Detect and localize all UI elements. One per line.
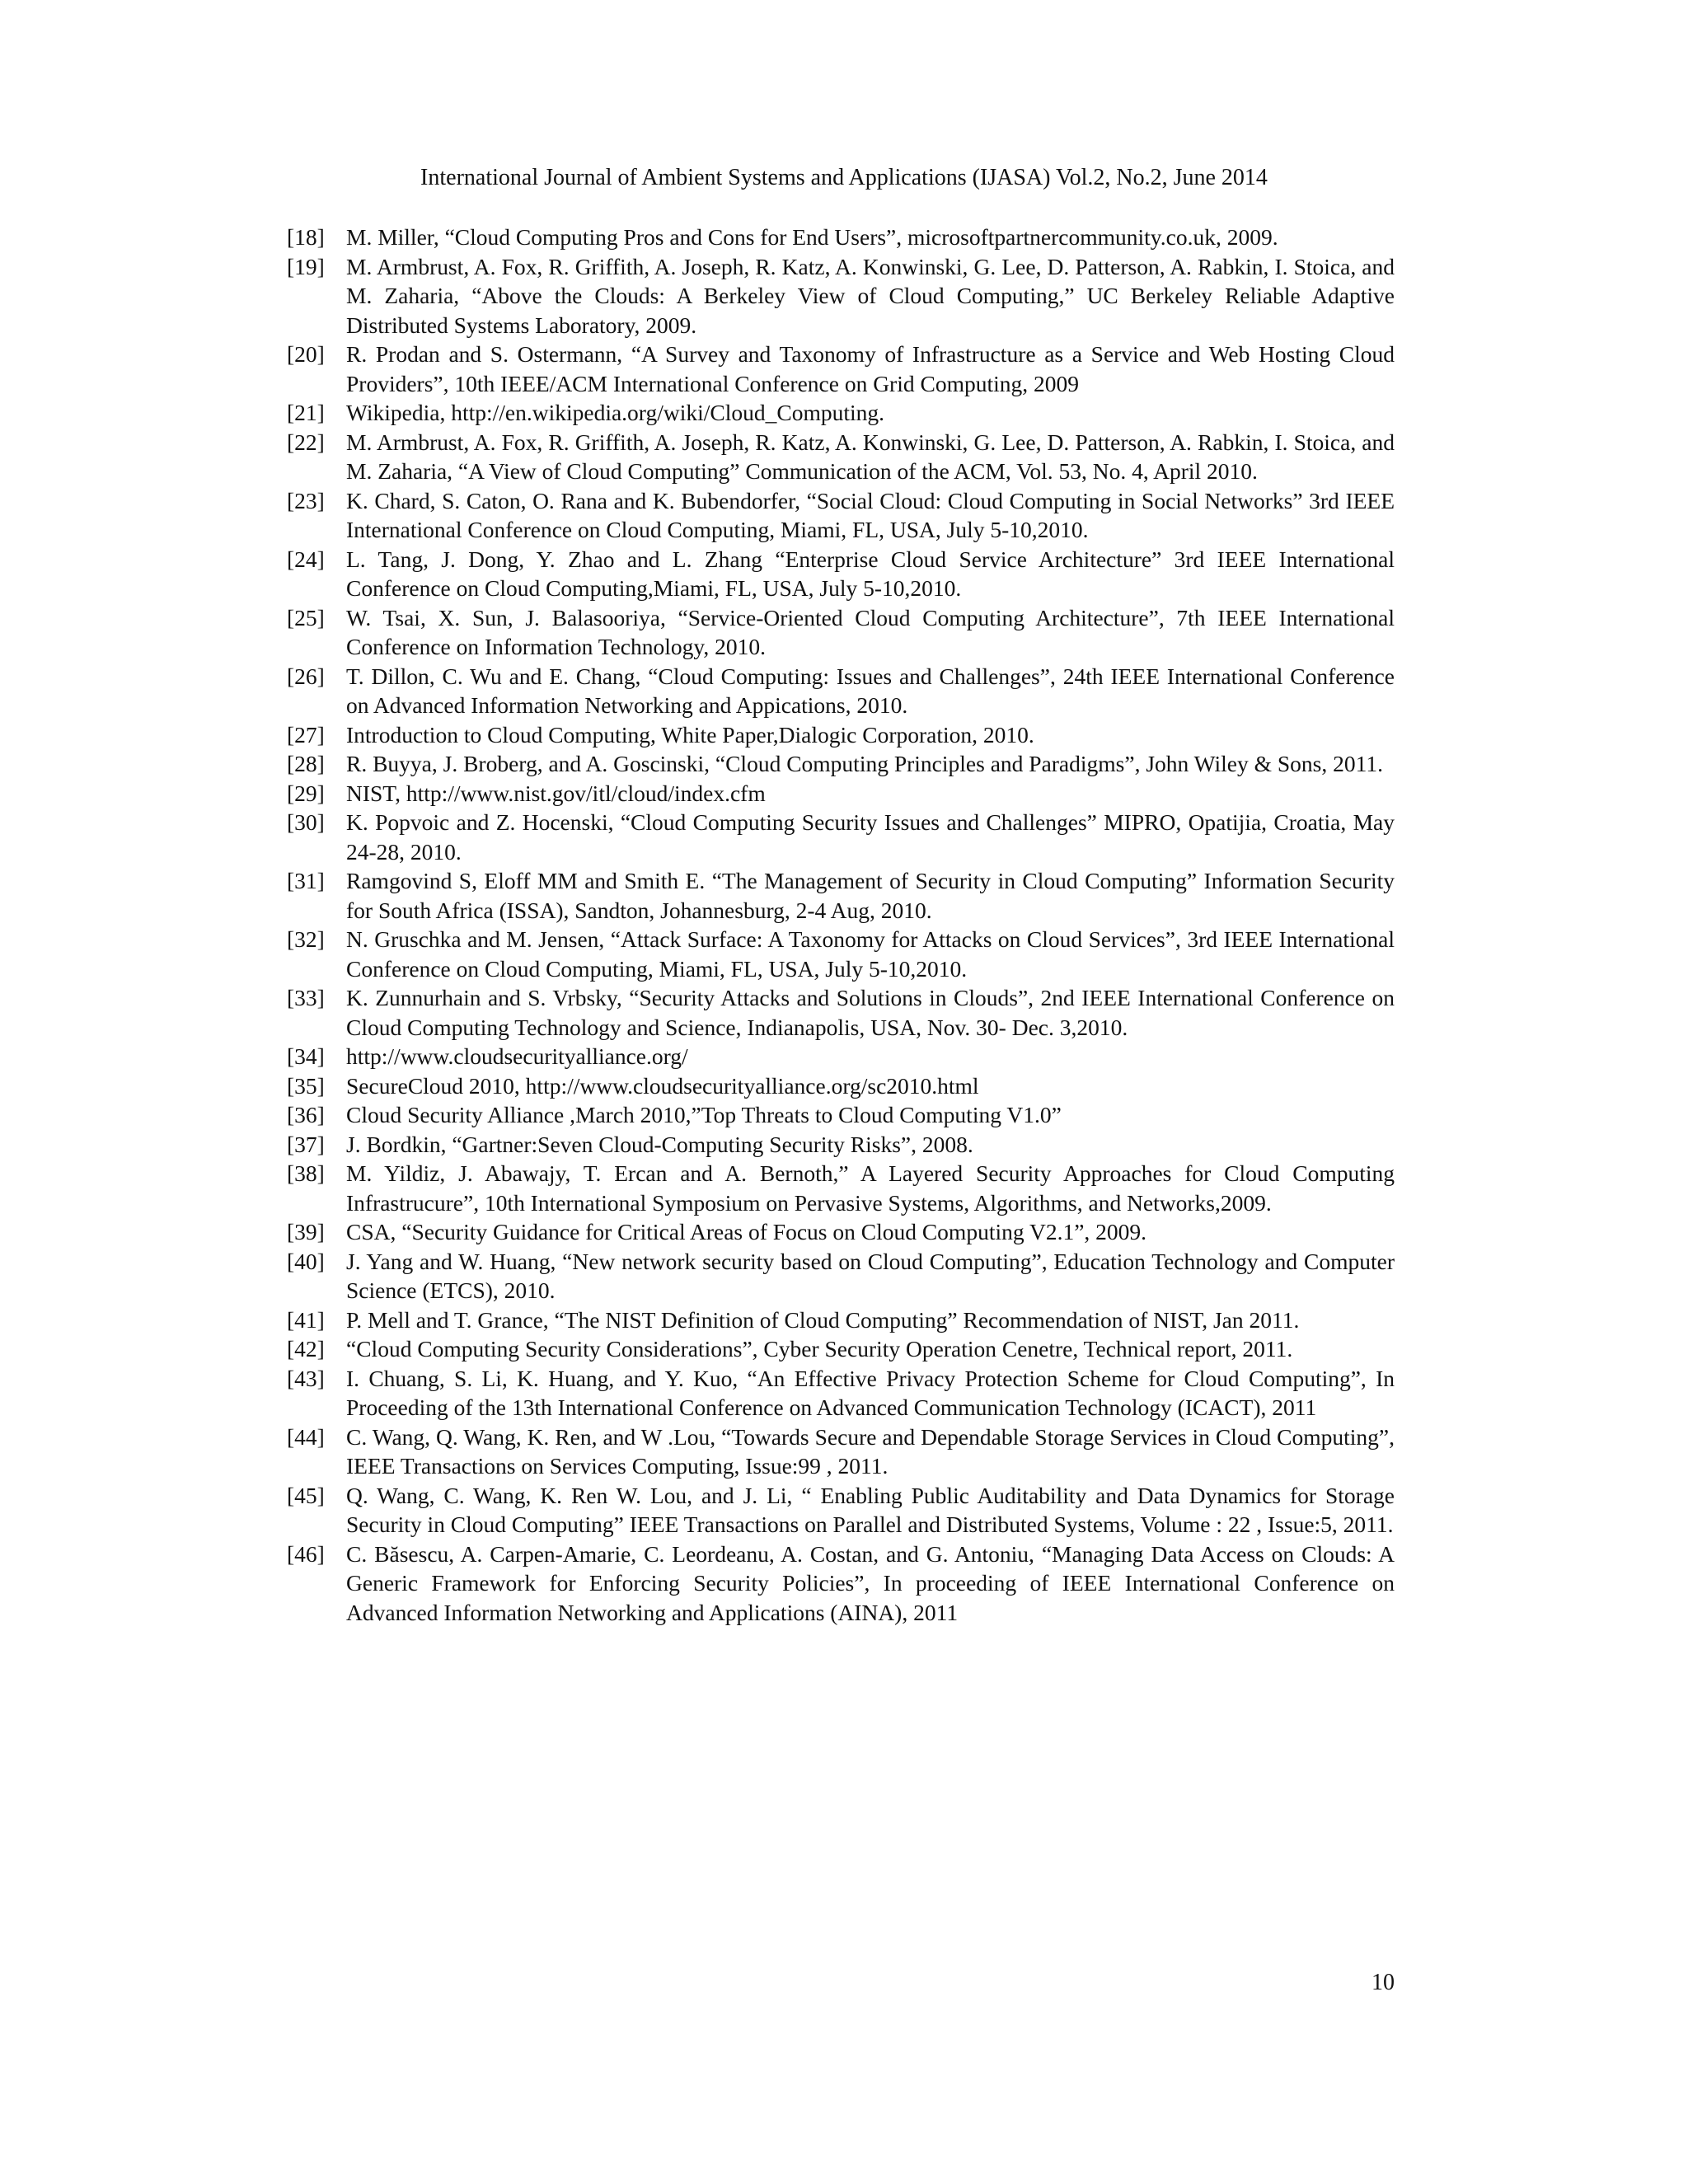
reference-number: [46] (287, 1540, 325, 1567)
reference-text: Ramgovind S, Eloff MM and Smith E. “The Management of Security in Cloud Computing” Information Security for South Africa (ISSA), Sandton, Johannesburg, 2-4 Aug, 2010. (346, 868, 1395, 923)
reference-number: [20] (287, 341, 325, 367)
reference-number: [31] (287, 868, 325, 893)
reference-item (287, 1247, 1395, 1305)
reference-number: [37] (287, 1131, 325, 1157)
reference-number: [23] (287, 487, 325, 513)
reference-text: P. Mell and T. Grance, “The NIST Definition of Cloud Computing” Recommendation of NIST, Jan 2011. (346, 1306, 1300, 1333)
reference-number: [18] (287, 224, 325, 250)
reference-text: NIST, http://www.nist.gov/itl/cloud/index.cfm (346, 780, 766, 806)
reference-text: R. Buyya, J. Broberg, and A. Goscinski, “Cloud Computing Principles and Paradigms”, John Wiley & Sons, 2011. (346, 751, 1383, 776)
reference-item (287, 779, 1395, 808)
reference-item (287, 1305, 1395, 1335)
reference-text: M. Yildiz, J. Abawajy, T. Ercan and A. Bernoth,” A Layered Security Approaches for Cloud Computing Infrastrucure”, 10th International Symposium on Pervasive Systems, Algorithms, and Networks,2009. (346, 1160, 1395, 1216)
reference-number: [25] (287, 604, 325, 630)
reference-text: Q. Wang, C. Wang, K. Ren W. Lou, and J. Li, “ Enabling Public Auditability and Data Dynamics for Storage Security in Cloud Computing” IEEE Transactions on Parallel and Distributed Systems, Volume : 22 , Issue:5, 2011. (346, 1482, 1395, 1537)
reference-number: [28] (287, 751, 325, 776)
reference-number: [40] (287, 1248, 325, 1274)
running-header: International Journal of Ambient Systems and Applications (IJASA) Vol.2, No.2, June 2014 (420, 165, 1268, 190)
page-number: 10 (1372, 1970, 1395, 1995)
reference-text: J. Yang and W. Huang, “New network security based on Cloud Computing”, Education Technology and Computer Science (ETCS), 2010. (346, 1248, 1395, 1303)
reference-number: [32] (287, 926, 325, 952)
reference-item (287, 1422, 1395, 1481)
reference-item (287, 428, 1395, 486)
reference-number: [19] (287, 253, 325, 279)
reference-number: [26] (287, 663, 325, 689)
reference-item (287, 1334, 1395, 1364)
reference-item (287, 486, 1395, 545)
reference-item (287, 1042, 1395, 1071)
reference-text: http://www.cloudsecurityalliance.org/ (346, 1043, 688, 1069)
reference-number: [41] (287, 1306, 325, 1333)
reference-text: C. Wang, Q. Wang, K. Ren, and W .Lou, “Towards Secure and Dependable Storage Services in Cloud Computing”, IEEE Transactions on Services Computing, Issue:99 , 2011. (346, 1423, 1395, 1479)
reference-number: [36] (287, 1102, 325, 1127)
reference-text: I. Chuang, S. Li, K. Huang, and Y. Kuo, “An Effective Privacy Protection Scheme for Cloud Computing”, In Proceeding of the 13th International Conference on Advanced Communication Technology (ICACT), 2011 (346, 1365, 1395, 1420)
reference-number: [21] (287, 400, 325, 425)
reference-text: K. Chard, S. Caton, O. Rana and K. Bubendorfer, “Social Cloud: Cloud Computing in Social Networks” 3rd IEEE International Conference on Cloud Computing, Miami, FL, USA, July 5-10,2010. (346, 487, 1395, 542)
reference-number: [42] (287, 1336, 325, 1361)
reference-number: [35] (287, 1072, 325, 1099)
reference-text: M. Armbrust, A. Fox, R. Griffith, A. Joseph, R. Katz, A. Konwinski, G. Lee, D. Patterson, A. Rabkin, I. Stoica, and M. Zaharia, “A View of Cloud Computing” Communication of the ACM, Vol. 53, No. 4, April 2010. (346, 429, 1395, 484)
reference-text: K. Zunnurhain and S. Vrbsky, “Security Attacks and Solutions in Clouds”, 2nd IEEE International Conference on Cloud Computing Technology and Science, Indianapolis, USA, Nov. 30- Dec. 3,2010. (346, 985, 1395, 1040)
reference-item (287, 749, 1395, 779)
reference-text: J. Bordkin, “Gartner:Seven Cloud-Computing Security Risks”, 2008. (346, 1131, 973, 1157)
reference-number: [38] (287, 1160, 325, 1186)
reference-text: L. Tang, J. Dong, Y. Zhao and L. Zhang “Enterprise Cloud Service Architecture” 3rd IEEE International Conference on Cloud Computing,Miami, FL, USA, July 5-10,2010. (346, 546, 1395, 601)
reference-text: Cloud Security Alliance ,March 2010,”Top Threats to Cloud Computing V1.0” (346, 1102, 1062, 1127)
reference-item (287, 252, 1395, 340)
reference-number: [22] (287, 429, 325, 455)
reference-item (287, 223, 1395, 252)
reference-item (287, 808, 1395, 866)
reference-number: [29] (287, 780, 325, 806)
reference-text: C. Băsescu, A. Carpen-Amarie, C. Leordeanu, A. Costan, and G. Antoniu, “Managing Data Access on Clouds: A Generic Framework for Enforcing Security Policies”, In proceeding of IEEE International Conference on Advanced Information Networking and Applications (AINA), 2011 (346, 1540, 1395, 1625)
reference-list (287, 223, 1395, 1627)
reference-number: [44] (287, 1423, 325, 1450)
reference-text: “Cloud Computing Security Considerations”, Cyber Security Operation Cenetre, Technical report, 2011. (346, 1336, 1293, 1361)
reference-item (287, 340, 1395, 398)
reference-item (287, 1217, 1395, 1247)
reference-text: SecureCloud 2010, http://www.cloudsecurityalliance.org/sc2010.html (346, 1072, 979, 1099)
reference-number: [45] (287, 1482, 325, 1508)
reference-item (287, 1071, 1395, 1101)
reference-text: T. Dillon, C. Wu and E. Chang, “Cloud Computing: Issues and Challenges”, 24th IEEE International Conference on Advanced Information Networking and Appications, 2010. (346, 663, 1395, 718)
reference-item (287, 603, 1395, 662)
reference-text: CSA, “Security Guidance for Critical Areas of Focus on Cloud Computing V2.1”, 2009. (346, 1219, 1147, 1244)
reference-item (287, 983, 1395, 1042)
reference-item (287, 1540, 1395, 1628)
reference-number: [24] (287, 546, 325, 572)
reference-item (287, 545, 1395, 603)
reference-item (287, 866, 1395, 925)
reference-item (287, 1100, 1395, 1130)
reference-number: [43] (287, 1365, 325, 1391)
reference-item (287, 1130, 1395, 1160)
reference-text: Wikipedia, http://en.wikipedia.org/wiki/Cloud_Computing. (346, 400, 884, 425)
reference-item (287, 925, 1395, 983)
reference-item (287, 398, 1395, 428)
reference-item (287, 1364, 1395, 1422)
reference-item (287, 1159, 1395, 1217)
reference-text: W. Tsai, X. Sun, J. Balasooriya, “Service-Oriented Cloud Computing Architecture”, 7th IEEE International Conference on Information Technology, 2010. (346, 604, 1395, 659)
reference-number: [27] (287, 721, 325, 748)
reference-item (287, 1481, 1395, 1540)
reference-text: Introduction to Cloud Computing, White Paper,Dialogic Corporation, 2010. (346, 721, 1034, 748)
reference-text: N. Gruschka and M. Jensen, “Attack Surface: A Taxonomy for Attacks on Cloud Services”, 3rd IEEE International Conference on Cloud Computing, Miami, FL, USA, July 5-10,2010. (346, 926, 1395, 982)
reference-item (287, 720, 1395, 750)
reference-item (287, 662, 1395, 720)
reference-text: M. Armbrust, A. Fox, R. Griffith, A. Joseph, R. Katz, A. Konwinski, G. Lee, D. Patterson, A. Rabkin, I. Stoica, and M. Zaharia, “Above the Clouds: A Berkeley View of Cloud Computing,” UC Berkeley Reliable Adaptive Distributed Systems Laboratory, 2009. (346, 253, 1395, 338)
reference-number: [34] (287, 1043, 325, 1069)
reference-number: [30] (287, 809, 325, 835)
reference-number: [39] (287, 1219, 325, 1244)
reference-text: M. Miller, “Cloud Computing Pros and Cons for End Users”, microsoftpartnercommunity.co.uk, 2009. (346, 224, 1278, 250)
reference-text: R. Prodan and S. Ostermann, “A Survey and Taxonomy of Infrastructure as a Service and Web Hosting Cloud Providers”, 10th IEEE/ACM International Conference on Grid Computing, 2009 (346, 341, 1395, 396)
reference-number: [33] (287, 985, 325, 1010)
reference-text: K. Popvoic and Z. Hocenski, “Cloud Computing Security Issues and Challenges” MIPRO, Opatijia, Croatia, May 24-28, 2010. (346, 809, 1395, 865)
